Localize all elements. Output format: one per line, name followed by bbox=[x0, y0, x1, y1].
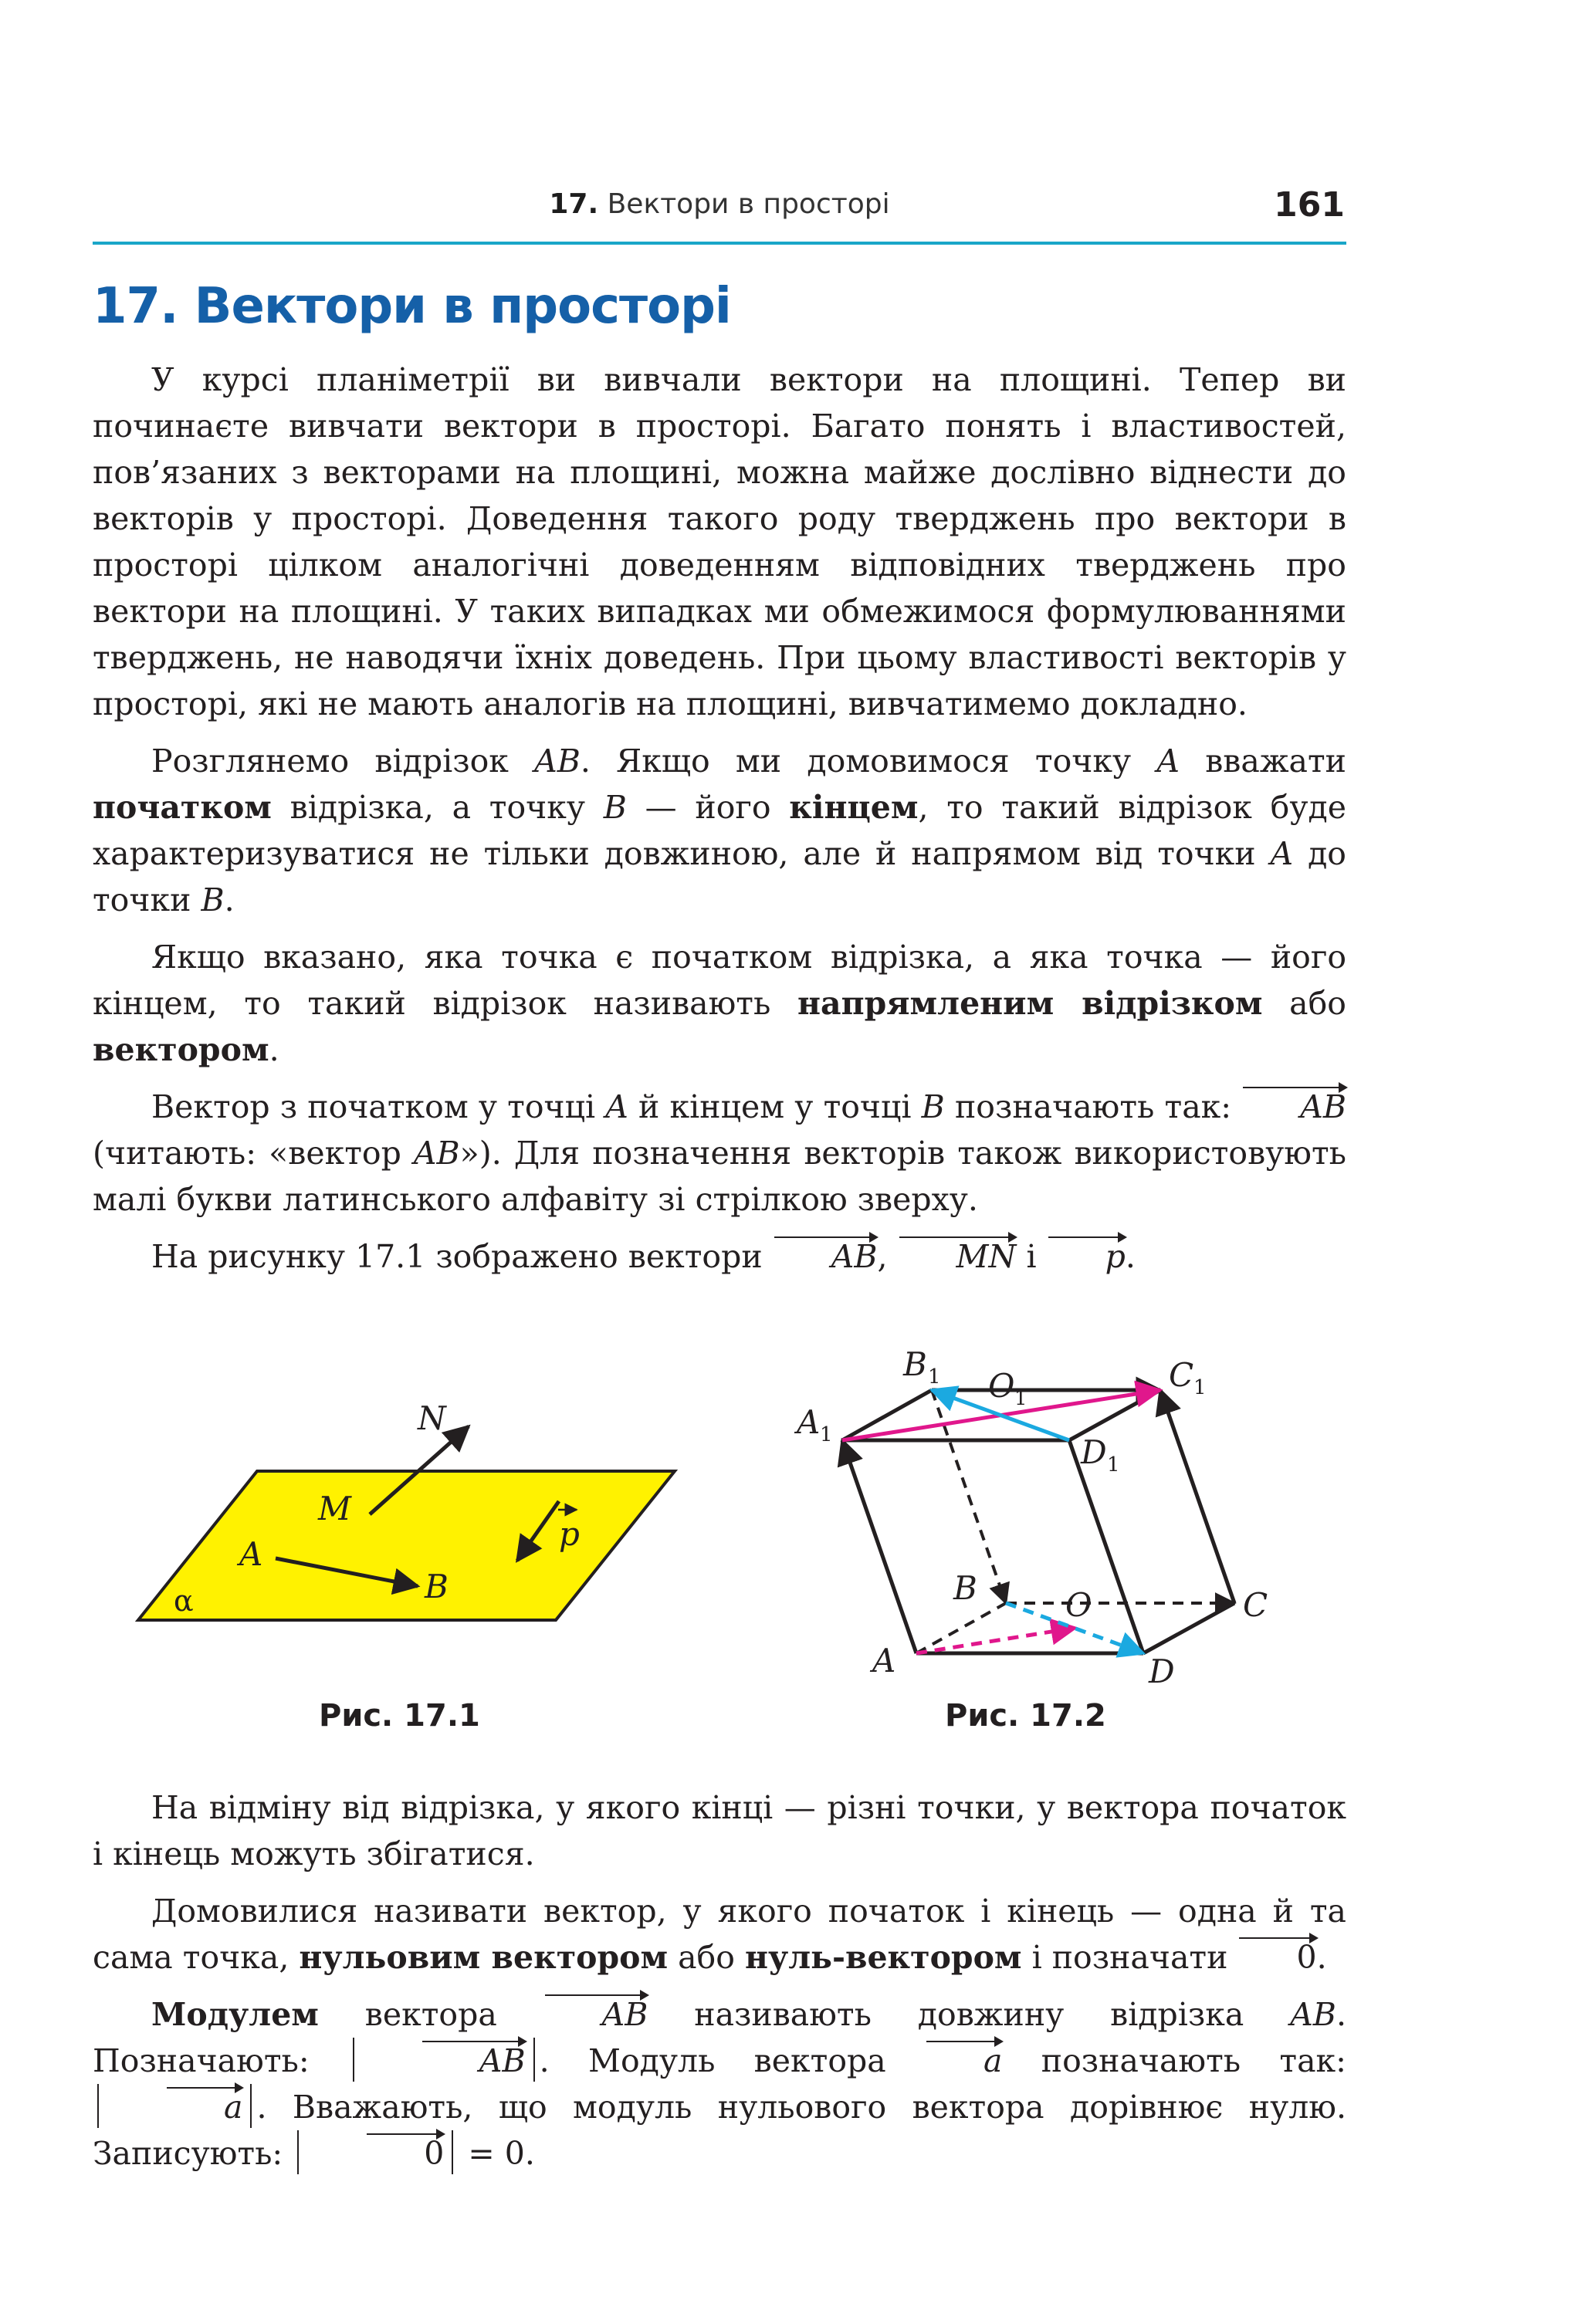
label-o1: O bbox=[988, 1367, 1015, 1405]
label-b1-sub: 1 bbox=[928, 1365, 941, 1389]
paragraph-vector-def: Якщо вказано, яка точка є початком відрізка, а яка точка — його кінцем, то такий відрізок називають напрямленим відрізком або вектором. bbox=[93, 939, 1346, 1068]
modulus-a: a bbox=[97, 2084, 252, 2128]
figure-17-1-caption: Рис. 17.1 bbox=[319, 1698, 480, 1734]
label-o: O bbox=[1065, 1586, 1092, 1624]
label-a: A bbox=[872, 1642, 896, 1680]
vector-mn-ref: MN bbox=[898, 1233, 1017, 1272]
paragraph-segment: Розглянемо відрізок AB. Якщо ми домовимося точку A вважати початком відрізка, а точку B — його кінцем, то такий відрізок буде характеризуватися не тільки довжиною, але й напрямом від точки A до точки B. bbox=[93, 743, 1346, 918]
vector-a: a bbox=[925, 2038, 1002, 2076]
paragraph-intro: У курсі планіметрії ви вивчали вектори на площині. Тепер ви починаєте вивчати вектори в просторі. Багато понять і властивостей, пов’язаних з векторами на площині, можна майже дослівно віднести до векторів у просторі. Доведення такого роду тверджень про вектори в просторі цілком аналогічні доведенням відповідних тверджень про вектори на площині. У таких випадках ми обмежимося формулюваннями тверджень, не наводячи їхніх доведень. При цьому властивості векторів у просторі, які не мають аналогів на площині, вивчатимемо докладно. bbox=[93, 361, 1346, 722]
vector-ab-ref: AB bbox=[773, 1233, 878, 1272]
running-header bbox=[93, 188, 1346, 220]
label-b1: B bbox=[903, 1345, 927, 1383]
term-zero-vector: нульовим вектором bbox=[299, 1939, 669, 1976]
label-b: B bbox=[953, 1569, 977, 1607]
label-d1: D bbox=[1081, 1433, 1107, 1471]
label-b: B bbox=[425, 1568, 449, 1605]
term-end: кінцем bbox=[789, 789, 919, 826]
vector-p-ref: p bbox=[1047, 1233, 1126, 1272]
header-divider bbox=[93, 242, 1346, 245]
modulus-ab: AB bbox=[353, 2038, 535, 2082]
section-title: 17. Вектори в просторі bbox=[93, 278, 731, 335]
label-a1: A bbox=[797, 1403, 821, 1441]
paragraph-zero-vector: Домовилися називати вектор, у якого початок і кінець — одна й та сама точка, нульовим вектором або нуль-вектором і позначати 0. bbox=[93, 1893, 1346, 1976]
term-null-vector: нуль-вектором bbox=[744, 1939, 1022, 1976]
vector-zero: 0 bbox=[1237, 1934, 1316, 1973]
label-d1-sub: 1 bbox=[1107, 1453, 1120, 1477]
figures bbox=[93, 1312, 1346, 1760]
term-start: початком bbox=[93, 789, 272, 826]
label-c1: C bbox=[1169, 1356, 1194, 1394]
vector-ab-modulus: AB bbox=[543, 1991, 648, 2030]
label-a1-sub: 1 bbox=[820, 1423, 833, 1446]
edge-d-c bbox=[1143, 1603, 1234, 1653]
term-modulus: Модулем bbox=[151, 1996, 319, 2033]
label-c1-sub: 1 bbox=[1193, 1376, 1207, 1399]
edge-c-c1 bbox=[1160, 1390, 1234, 1603]
label-a: A bbox=[239, 1535, 263, 1573]
label-c: C bbox=[1243, 1586, 1268, 1624]
text-block-bottom bbox=[93, 1784, 1346, 2177]
figure-17-2 bbox=[794, 1345, 1268, 1690]
vector-ab: AB bbox=[1241, 1084, 1346, 1122]
label-n: N bbox=[418, 1399, 446, 1437]
page-number: 161 bbox=[1274, 185, 1345, 225]
edge-a-a1 bbox=[842, 1440, 916, 1653]
header-section-number: 17. bbox=[549, 188, 599, 220]
modulus-zero: 0 bbox=[297, 2130, 453, 2174]
paragraph-modulus: Модулем вектора AB називають довжину відрізка AB. Позначають: AB . Модуль вектора a позначають так: a . Вважають, що модуль нульового вектора дорівнює нулю. Записують: 0 = 0. bbox=[93, 1991, 1346, 2177]
text-block-top bbox=[93, 357, 1346, 1280]
header-section-name: Вектори в просторі bbox=[607, 188, 890, 220]
label-m: M bbox=[318, 1490, 352, 1527]
label-o1-sub: 1 bbox=[1014, 1387, 1027, 1410]
paragraph-figure-ref: На рисунку 17.1 зображено вектори AB, MN і p. bbox=[93, 1233, 1346, 1280]
term-directed-segment: напрямленим відрізком bbox=[797, 985, 1263, 1022]
plane-alpha bbox=[138, 1471, 675, 1620]
figure-17-2-caption: Рис. 17.2 bbox=[945, 1698, 1106, 1734]
term-vector: вектором bbox=[93, 1031, 269, 1068]
label-p: p bbox=[559, 1515, 580, 1553]
label-d: D bbox=[1149, 1653, 1175, 1690]
label-alpha: α bbox=[174, 1584, 194, 1618]
figure-17-1 bbox=[93, 1312, 1346, 1744]
paragraph-notation: Вектор з початком у точці A й кінцем у точці B позначають так: AB (читають: «вектор AB»). Для позначення векторів також використовують малі букви латинського алфавіту зі стрілкою зверху. bbox=[93, 1084, 1346, 1223]
paragraph-zero-intro: На відміну від відрізка, у якого кінці — різні точки, у вектора початок і кінець можуть збігатися. bbox=[93, 1789, 1346, 1872]
